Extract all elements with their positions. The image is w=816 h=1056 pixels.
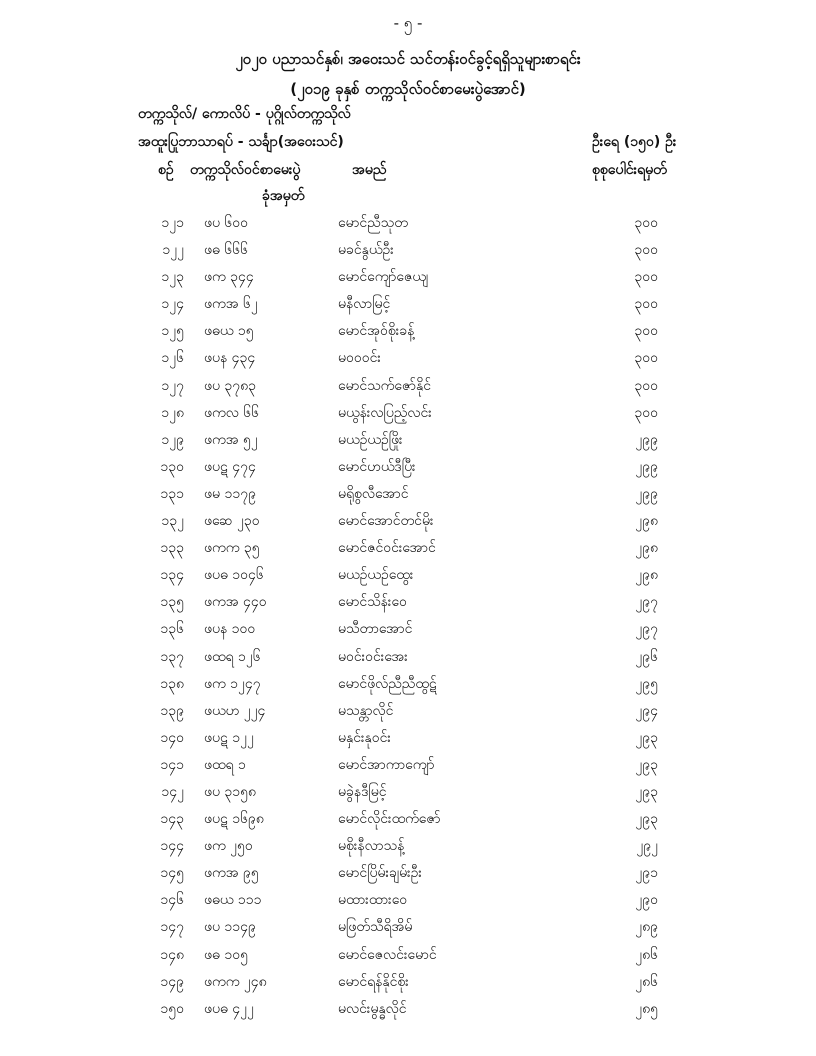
roll-number-cell: ဖပဋ ၁၆၉၈ (204, 811, 264, 828)
table-row (0, 589, 816, 616)
name-cell: မောင်ကျော်ဇေယျ (338, 269, 429, 286)
roll-number-cell: ဖပ ၃၇၈၃ (204, 377, 257, 394)
roll-number-cell: ဖထရ ၁ (204, 756, 246, 773)
roll-number-cell: ဖက ၁၂၄၇ (204, 675, 261, 692)
serial-cell: ၁၂၆ (161, 350, 184, 367)
total-count-line: ဦးရေ (၁၅၀) ဦး (592, 134, 677, 150)
total-marks-cell: ၂၈၆ (635, 973, 658, 990)
name-cell: မောင်အာကာကျော် (338, 756, 435, 773)
total-marks-cell: ၂၉၉ (635, 458, 658, 475)
roll-number-cell: ဖပဋ ၄၇၄ (204, 458, 256, 475)
total-marks-cell: ၂၉၃ (635, 783, 658, 800)
total-marks-cell: ၂၉၂ (636, 838, 658, 855)
roll-number-cell: ဖက ၃၄၄ (204, 269, 254, 286)
total-marks-cell: ၃၀၀ (634, 296, 658, 313)
name-cell: မယဉ်ယဉ်ထွေး (338, 567, 414, 584)
roll-number-cell: ဖမ ၁၁၇၉ (204, 485, 256, 502)
total-marks-cell: ၂၉၇ (635, 594, 658, 611)
serial-cell: ၁၄၈ (160, 946, 184, 963)
total-marks-cell: ၃၀၀ (634, 215, 658, 231)
serial-cell: ၁၂၉ (161, 431, 184, 448)
table-row (0, 400, 816, 427)
serial-cell: ၁၃၉ (160, 702, 184, 719)
name-cell: မောင်ပြိမ်းချမ်းဦး (338, 865, 422, 882)
serial-cell: ၁၃၁ (160, 485, 184, 502)
total-marks-cell: ၂၉၃ (635, 756, 658, 773)
serial-cell: ၁၂၃ (161, 269, 184, 286)
roll-number-cell: ဖပဋ ၁၂၂ (204, 729, 254, 746)
table-row (0, 806, 816, 833)
serial-cell: ၁၃၆ (160, 621, 184, 638)
serial-cell: ၁၄၂ (161, 783, 184, 800)
serial-cell: ၁၄၉ (160, 973, 184, 990)
table-row (0, 454, 816, 481)
serial-cell: ၁၂၁ (161, 215, 184, 231)
table-row (0, 535, 816, 562)
total-marks-cell: ၂၉၄ (635, 702, 658, 719)
roll-number-cell: ဖကအ ၄၄၀ (204, 594, 267, 611)
serial-cell: ၁၃၄ (160, 567, 184, 584)
roll-number-cell: ဖပ ၁၁၄၉ (204, 919, 256, 936)
serial-cell: ၁၄၃ (160, 811, 184, 828)
table-row (0, 969, 816, 996)
total-marks-cell: ၂၈၅ (635, 1000, 658, 1017)
roll-number-cell: ဖကအ ၆၂ (204, 296, 258, 313)
roll-number-cell: ဖကလ ၆၆ (204, 404, 260, 421)
table-row (0, 291, 816, 318)
roll-number-cell: ဖပ ၃၁၅၈ (204, 783, 257, 800)
serial-cell: ၁၄၇ (160, 919, 184, 936)
name-cell: မသီတာအောင် (338, 621, 413, 638)
name-cell: မောင်လိုင်းထက်ဇော် (338, 811, 441, 828)
table-row (0, 264, 816, 291)
header-roll-number: တက္ကသိုလ်ဝင်စာမေးပွဲ (190, 162, 301, 178)
serial-cell: ၁၄၀ (160, 729, 184, 746)
table-row (0, 914, 816, 941)
roll-number-cell: ဖကက ၂၄၈ (204, 973, 267, 990)
roll-number-cell: ဖဓ ၁၀၅ (204, 946, 248, 963)
serial-cell: ၁၃၈ (160, 675, 184, 692)
total-marks-cell: ၂၉၃ (635, 729, 658, 746)
table-row (0, 616, 816, 643)
total-marks-cell: ၂၉၅ (635, 675, 658, 692)
table-row (0, 644, 816, 671)
table-row (0, 725, 816, 752)
name-cell: မခွဲနဒီမြင့် (338, 783, 387, 800)
table-row (0, 698, 816, 725)
name-cell: မောင်အောင်တင်မိုး (338, 513, 434, 530)
roll-number-cell: ဖဓယ ၁၁၁ (204, 892, 262, 909)
document-title: ၂၀၂၀ ပညာသင်နှစ်၊ အဝေးသင် သင်တန်းဝင်ခွင့်ရရှိသူများစာရင်း (235, 50, 581, 68)
name-cell: မောင်ဇင်ဝင်းအောင် (338, 540, 436, 557)
name-cell: မဝဝဝင်း (338, 350, 381, 367)
roll-number-cell: ဖကအ ၉၅ (204, 865, 259, 882)
total-marks-cell: ၂၈၆ (635, 946, 658, 963)
name-cell: မရိုစွလီအောင် (338, 485, 409, 502)
name-cell: မောင်ဟယ်ဒီပြီး (338, 458, 416, 475)
name-cell: မောင်ရန်နိုင်စိုး (338, 973, 409, 990)
serial-cell: ၁၂၇ (161, 377, 184, 394)
document-subtitle: (၂၀၁၉ ခုနှစ် တက္ကသိုလ်ဝင်စာမေးပွဲအောင်) (290, 80, 526, 98)
serial-cell: ၁၂၂ (162, 242, 184, 259)
total-marks-cell: ၂၉၆ (635, 648, 658, 665)
total-marks-cell: ၂၉၉ (635, 485, 658, 502)
total-marks-cell: ၃၀၀ (634, 350, 658, 367)
roll-number-cell: ဖကက ၃၅ (204, 540, 260, 557)
name-cell: မောင်အုဝ်စိုးခန့် (338, 323, 415, 340)
table-row (0, 210, 816, 237)
name-cell: မောင်သိန်းဝေ (338, 594, 407, 611)
serial-cell: ၁၂၈ (161, 404, 184, 421)
roll-number-cell: ဖပဓ ၄၂၂ (204, 1000, 254, 1017)
table-row (0, 833, 816, 860)
name-cell: မလင်းမွန္ဓလိုင် (338, 1000, 407, 1017)
roll-number-cell: ဖကအ ၅၂ (204, 431, 258, 448)
roll-number-cell: ဖထရ ၁၂၆ (204, 648, 261, 665)
header-serial: စဉ် (158, 162, 174, 178)
table-row (0, 942, 816, 969)
total-marks-cell: ၂၉၈ (635, 513, 658, 530)
name-cell: မခင်နွယ်ဦး (338, 242, 394, 259)
header-total-marks: စုစုပေါင်းရမှတ် (592, 162, 667, 178)
page-number: - ၅ - (393, 14, 423, 32)
table-row (0, 508, 816, 535)
name-cell: မဝင်းဝင်းအေး (338, 648, 408, 665)
roll-number-cell: ဖဓယ ၁၅ (204, 323, 254, 340)
table-row (0, 345, 816, 372)
serial-cell: ၁၃၃ (160, 540, 184, 557)
roll-number-cell: ဖပဓ ၁၀၄၆ (204, 567, 264, 584)
total-marks-cell: ၃၀၀ (634, 377, 658, 394)
total-marks-cell: ၂၉၇ (635, 621, 658, 638)
total-marks-cell: ၂၈၉ (635, 919, 658, 936)
total-marks-cell: ၂၉၀ (635, 892, 658, 909)
roll-number-cell: ဖက ၂၅၀ (204, 838, 253, 855)
name-cell: မဖြတ်သီရိအိမ် (338, 919, 413, 936)
total-marks-cell: ၃၀၀ (634, 323, 658, 340)
total-marks-cell: ၃၀၀ (634, 269, 658, 286)
name-cell: မထားထားဝေ (338, 892, 408, 909)
serial-cell: ၁၂၄ (161, 296, 184, 313)
name-cell: မောင်ဇေလင်းမောင် (338, 946, 437, 963)
table-row (0, 860, 816, 887)
serial-cell: ၁၄၁ (160, 756, 184, 773)
name-cell: မောင်ညီသုတ (338, 215, 408, 231)
table-row (0, 427, 816, 454)
department-line: အထူးပြုဘာသာရပ် - သင်္ချာ(အဝေးသင်) (138, 134, 344, 150)
table-row (0, 318, 816, 345)
total-marks-cell: ၂၉၃ (635, 811, 658, 828)
table-row (0, 373, 816, 400)
roll-number-cell: ဖပန ၁၀၀ (204, 621, 256, 638)
serial-cell: ၁၄၆ (160, 892, 184, 909)
roll-number-cell: ဖဆေ ၂၃၀ (204, 513, 260, 530)
results-table (0, 210, 816, 1023)
table-row (0, 752, 816, 779)
serial-cell: ၁၄၅ (160, 865, 184, 882)
name-cell: မနှင်းနုဝင်း (338, 729, 391, 746)
serial-cell: ၁၅၀ (160, 1000, 184, 1017)
serial-cell: ၁၂၅ (161, 323, 184, 340)
table-row (0, 671, 816, 698)
table-row (0, 887, 816, 914)
total-marks-cell: ၂၉၈ (635, 540, 658, 557)
name-cell: မယဉ်ယဉ်ဖြိုး (338, 431, 403, 448)
table-row (0, 481, 816, 508)
name-cell: မသန္တာလိုင် (338, 702, 394, 719)
roll-number-cell: ဖယဟ ၂၂၄ (204, 702, 266, 719)
roll-number-cell: ဖပ ၆၀၀ (204, 215, 249, 231)
roll-number-cell: ဖပန ၄၃၄ (204, 350, 256, 367)
serial-cell: ၁၃၇ (160, 648, 184, 665)
roll-number-cell: ဖဓ ၆၆၆ (204, 242, 248, 259)
name-cell: မနီလာမြင့် (338, 296, 391, 313)
table-row (0, 562, 816, 589)
header-name: အမည် (352, 162, 387, 178)
total-marks-cell: ၂၉၁ (635, 865, 658, 882)
serial-cell: ၁၃၂ (161, 513, 184, 530)
header-roll-number-line2: ခုံအမှတ် (262, 188, 305, 204)
table-row (0, 996, 816, 1023)
name-cell: မယွန်းလပြည့်လင်း (338, 404, 432, 421)
name-cell: မစိုးနီလာသန့် (338, 838, 405, 855)
table-row (0, 237, 816, 264)
serial-cell: ၁၄၄ (160, 838, 184, 855)
name-cell: မောင်ဖိုလ်ညီညီထွဋ် (338, 675, 437, 692)
serial-cell: ၁၃၀ (160, 458, 184, 475)
total-marks-cell: ၂၉၉ (635, 431, 658, 448)
total-marks-cell: ၃၀၀ (634, 242, 658, 259)
total-marks-cell: ၂၉၈ (635, 567, 658, 584)
table-row (0, 779, 816, 806)
serial-cell: ၁၃၅ (160, 594, 184, 611)
name-cell: မောင်သက်ဇော်နိုင် (338, 377, 432, 394)
total-marks-cell: ၃၀၀ (634, 404, 658, 421)
university-line: တက္ကသိုလ်/ ကောလိပ် - ပုဂ္ဂိုလ်တက္ကသိုလ် (138, 106, 351, 122)
